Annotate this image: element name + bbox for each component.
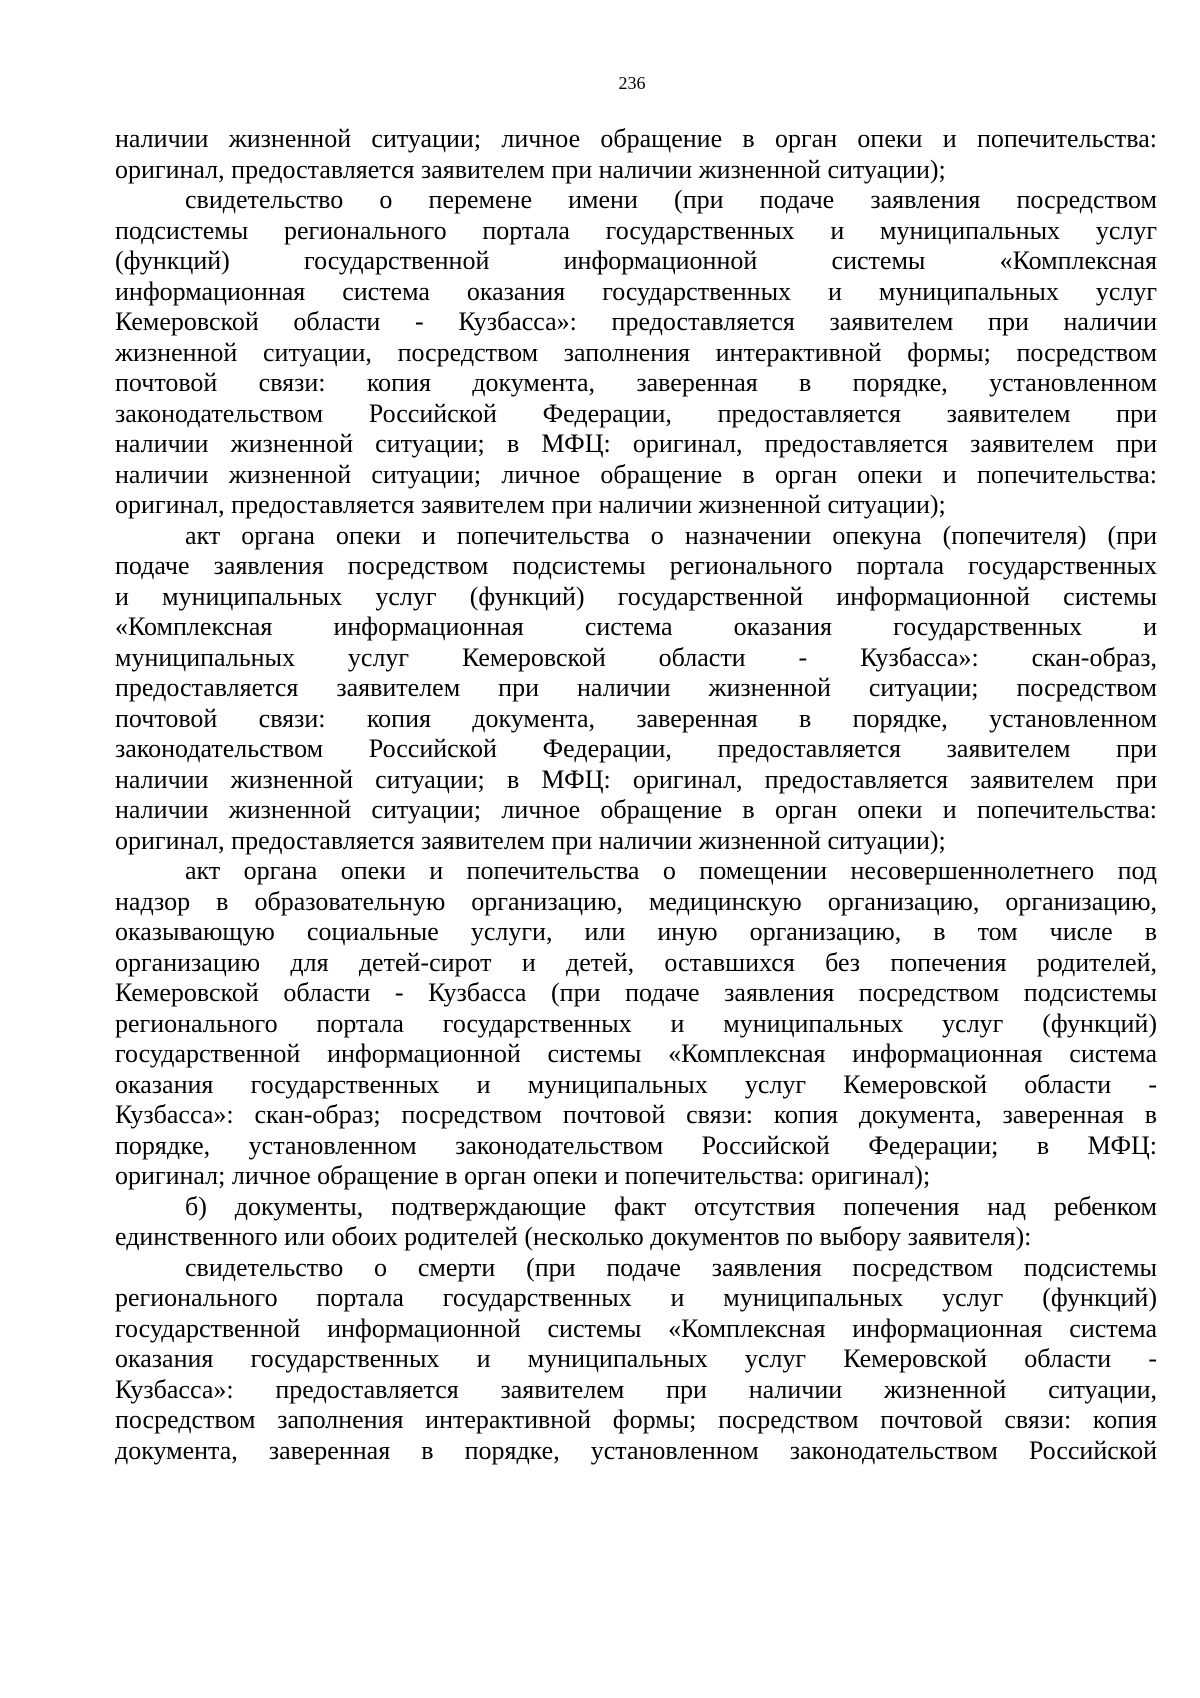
- text-line: Кузбасса»: предоставляется заявителем при наличии жизненной ситуации,: [115, 1374, 1157, 1404]
- text-line: оказания государственных и муниципальных услуг Кемеровской области -: [115, 1069, 1157, 1099]
- text-line: информационная система оказания государственных и муниципальных услуг: [115, 276, 1157, 306]
- text-line: регионального портала государственных и муниципальных услуг (функций): [115, 1008, 1157, 1038]
- text-line: и муниципальных услуг (функций) государственной информационной системы: [115, 581, 1157, 611]
- text-line: организацию для детей-сирот и детей, оставшихся без попечения родителей,: [115, 947, 1157, 977]
- text-line: документа, заверенная в порядке, установленном законодательством Российской: [115, 1435, 1157, 1465]
- text-line: б) документы, подтверждающие факт отсутствия попечения над ребенком: [185, 1191, 1157, 1221]
- page-number: 236: [618, 73, 646, 93]
- text-line: наличии жизненной ситуации; в МФЦ: оригинал, предоставляется заявителем при: [115, 429, 1157, 458]
- text-line: Кузбасса»: скан-образ; посредством почтовой связи: копия документа, заверенная в: [115, 1100, 1157, 1129]
- text-line: порядке, установленном законодательством Российской Федерации; в МФЦ:: [115, 1130, 1157, 1160]
- text-line: жизненной ситуации, посредством заполнения интерактивной формы; посредством: [115, 337, 1157, 367]
- text-line: оригинал, предоставляется заявителем при наличии жизненной ситуации);: [115, 154, 946, 184]
- paragraph: [115, 521, 1157, 857]
- text-line: оказывающую социальные услуги, или иную организацию, в том числе в: [115, 917, 1157, 946]
- document-body: [115, 124, 1157, 1466]
- text-line: почтовой связи: копия документа, заверенная в порядке, установленном: [115, 703, 1157, 733]
- text-line: законодательством Российской Федерации, предоставляется заявителем при: [115, 734, 1157, 763]
- text-line: акт органа опеки и попечительства о помещении несовершеннолетнего под: [185, 856, 1157, 885]
- text-line: регионального портала государственных и муниципальных услуг (функций): [115, 1283, 1157, 1312]
- text-line: (функций) государственной информационной системы «Комплексная: [115, 246, 1157, 275]
- text-line: «Комплексная информационная система оказания государственных и: [115, 612, 1157, 641]
- paragraph: [115, 1192, 1157, 1253]
- paragraph: [115, 856, 1157, 1192]
- text-line: единственного или обоих родителей (несколько документов по выбору заявителя):: [115, 1222, 1032, 1251]
- text-line: оказания государственных и муниципальных услуг Кемеровской области -: [115, 1344, 1157, 1373]
- text-line: свидетельство о перемене имени (при подаче заявления посредством: [185, 185, 1157, 214]
- text-line: почтовой связи: копия документа, заверенная в порядке, установленном: [115, 368, 1157, 397]
- text-line: оригинал, предоставляется заявителем при наличии жизненной ситуации);: [115, 825, 946, 855]
- text-line: наличии жизненной ситуации; личное обращение в орган опеки и попечительства:: [115, 124, 1157, 153]
- text-line: предоставляется заявителем при наличии жизненной ситуации; посредством: [115, 673, 1157, 702]
- text-line: посредством заполнения интерактивной формы; посредством почтовой связи: копия: [115, 1405, 1157, 1434]
- text-line: законодательством Российской Федерации, предоставляется заявителем при: [115, 398, 1157, 428]
- text-line: свидетельство о смерти (при подаче заявления посредством подсистемы: [185, 1252, 1157, 1282]
- text-line: муниципальных услуг Кемеровской области - Кузбасса»: скан-образ,: [115, 642, 1157, 672]
- text-line: государственной информационной системы «Комплексная информационная система: [115, 1313, 1157, 1343]
- text-line: наличии жизненной ситуации; личное обращение в орган опеки и попечительства:: [115, 795, 1157, 824]
- text-line: оригинал; личное обращение в орган опеки и попечительства: оригинал);: [115, 1161, 931, 1190]
- text-line: акт органа опеки и попечительства о назначении опекуна (попечителя) (при: [185, 520, 1157, 550]
- text-line: подсистемы регионального портала государственных и муниципальных услуг: [115, 215, 1157, 245]
- paragraph: [115, 1253, 1157, 1467]
- text-line: оригинал, предоставляется заявителем при наличии жизненной ситуации);: [115, 490, 946, 519]
- text-line: Кемеровской области - Кузбасса»: предоставляется заявителем при наличии: [115, 307, 1157, 336]
- text-line: наличии жизненной ситуации; в МФЦ: оригинал, предоставляется заявителем при: [115, 764, 1157, 794]
- paragraph: [115, 185, 1157, 521]
- paragraph: [115, 124, 1157, 185]
- text-line: наличии жизненной ситуации; личное обращение в орган опеки и попечительства:: [115, 459, 1157, 489]
- text-line: подаче заявления посредством подсистемы регионального портала государственных: [115, 551, 1157, 580]
- text-line: государственной информационной системы «Комплексная информационная система: [115, 1039, 1157, 1068]
- text-line: Кемеровской области - Кузбасса (при подаче заявления посредством подсистемы: [115, 978, 1157, 1007]
- text-line: надзор в образовательную организацию, медицинскую организацию, организацию,: [115, 886, 1157, 916]
